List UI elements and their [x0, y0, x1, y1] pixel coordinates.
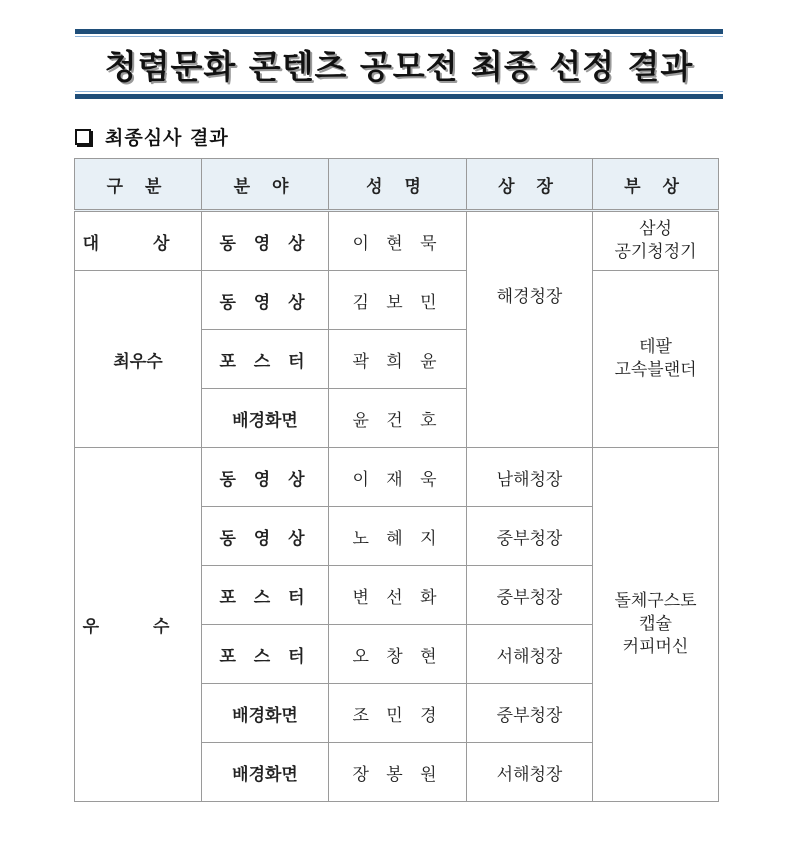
name-cell: 장 봉 원 — [329, 743, 467, 802]
prize-merit-line-1: 돌체구스토 — [614, 591, 697, 611]
shared-award-cell — [467, 211, 593, 448]
group-grand: 대 상 — [75, 211, 202, 271]
award-cell: 중부청장 — [467, 507, 593, 566]
prize-grand-line-1: 삼성 — [639, 219, 672, 239]
name-cell: 조 민 경 — [329, 684, 467, 743]
field-cell: 포 스 터 — [202, 330, 329, 389]
group-excellence: 최우수 — [75, 271, 202, 448]
title-top-rule — [75, 29, 723, 34]
award-cell: 남해청장 — [467, 448, 593, 507]
field-cell: 동 영 상 — [202, 211, 329, 271]
header-category: 구 분 — [75, 159, 202, 211]
shared-award-text: 해경청장 — [496, 287, 563, 307]
prize-grand-line-2: 공기청정기 — [614, 242, 697, 262]
award-cell: 중부청장 — [467, 566, 593, 625]
name-cell: 윤 건 호 — [329, 389, 467, 448]
checkbox-bullet-icon — [75, 129, 91, 145]
section-heading — [75, 122, 229, 150]
prize-excellence — [593, 271, 719, 448]
prize-grand — [593, 211, 719, 271]
header-field: 분 야 — [202, 159, 329, 211]
title-bottom-rule — [75, 94, 723, 99]
field-cell: 배경화면 — [202, 684, 329, 743]
prize-excellence-line-2: 고속블랜더 — [614, 360, 697, 380]
table-row — [75, 448, 719, 507]
page-title: 청렴문화 콘텐츠 공모전 최종 선정 결과 — [104, 47, 694, 86]
award-cell: 서해청장 — [467, 743, 593, 802]
field-cell: 동 영 상 — [202, 448, 329, 507]
table-row — [75, 271, 719, 330]
field-cell: 포 스 터 — [202, 625, 329, 684]
name-cell: 변 선 화 — [329, 566, 467, 625]
table-row — [75, 211, 719, 271]
field-cell: 배경화면 — [202, 743, 329, 802]
name-cell: 이 재 욱 — [329, 448, 467, 507]
group-merit: 우 수 — [75, 448, 202, 802]
name-cell: 노 혜 지 — [329, 507, 467, 566]
results-table — [74, 158, 719, 802]
name-cell: 오 창 현 — [329, 625, 467, 684]
prize-excellence-line-1: 테팔 — [639, 337, 672, 357]
prize-merit — [593, 448, 719, 802]
award-cell: 중부청장 — [467, 684, 593, 743]
field-cell: 포 스 터 — [202, 566, 329, 625]
prize-merit-line-3: 커피머신 — [622, 637, 689, 657]
header-prize: 부 상 — [593, 159, 719, 211]
title-banner — [75, 29, 723, 99]
field-cell: 동 영 상 — [202, 507, 329, 566]
field-cell: 동 영 상 — [202, 271, 329, 330]
prize-merit-line-2: 캡슐 — [639, 614, 672, 634]
name-cell: 김 보 민 — [329, 271, 467, 330]
name-cell: 곽 희 윤 — [329, 330, 467, 389]
name-cell: 이 현 묵 — [329, 211, 467, 271]
field-cell: 배경화면 — [202, 389, 329, 448]
table-header-row — [75, 159, 719, 211]
header-award: 상 장 — [467, 159, 593, 211]
section-title: 최종심사 결과 — [105, 126, 229, 149]
award-cell: 서해청장 — [467, 625, 593, 684]
header-name: 성 명 — [329, 159, 467, 211]
